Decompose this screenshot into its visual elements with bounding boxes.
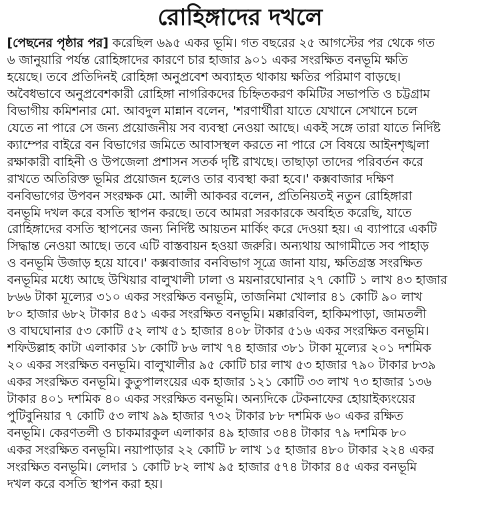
article-line xyxy=(7,35,473,52)
article-line: ও বনভূমি উজাড় হয়ে যাবে।' কক্সবাজার বনবিভাগ সূত্রে জানা যায়, ক্ষতিগ্রস্ত সংরক্ষিত xyxy=(7,256,423,271)
article-line: টাকার ৪০১ দশমিক ৪০ একর সংরক্ষিত বনভূমি। অন্যদিকে টেকনাফের হোয়াইক্যংয়ের xyxy=(7,392,416,407)
article-line: রক্ষাকারী বাহিনী ও উপজেলা প্রশাসন সতর্ক দৃষ্টি রাখছে। তাছাড়া তাদের পরিবর্তন করে xyxy=(7,154,424,169)
article-line: ৮৬৬ টাকা মূল্যের ৩১০ একর সংরক্ষিত বনভূমি, তাজনিমা খোলার ৪১ কোটি ৯০ লাখ xyxy=(7,290,423,305)
article-line: রোহিঙ্গাদের বসতি স্থাপনের জন্য নির্দিষ্ট আয়তন মার্কিং করে দেওয়া হয়। এ ব্যাপারে একটি xyxy=(7,222,437,237)
article-body xyxy=(7,35,473,493)
article-line: শফিউল্লাহ কাটা এলাকার ১৮ কোটি ৮৬ লাখ ৭৪ হাজার ৩৮১ টাকা মূল্যের ২০১ দশমিক xyxy=(7,341,432,356)
article-line: ৬ জানুয়ারি পর্যন্ত রোহিঙ্গাদের কারণে চার হাজার ৯০১ একর সংরক্ষিত বনভূমি ক্ষতি xyxy=(7,52,408,67)
article-line: সিদ্ধান্ত নেওয়া আছে। তবে এটি বাস্তবায়ন হওয়া জরুরি। অন্যথায় আগামীতে সব পাহাড় xyxy=(7,239,429,254)
article-line: হয়েছে। তবে প্রতিদিনই রোহিঙ্গা অনুপ্রবেশ অব্যাহত থাকায় ক্ষতির পরিমাণ বাড়ছে। xyxy=(7,69,401,84)
article-line: বনভূমির মধ্যে আছে উখিয়ার বালুখালী ঢালা ও ময়নারঘোনার ২৭ কোটি ১ লাখ ৪৩ হাজার xyxy=(7,273,448,288)
article-line: ৮০ হাজার ৬৮২ টাকার ৪৫১ একর সংরক্ষিত বনভূমি। মক্কারবিল, হাকিমপাড়া, জামতলী xyxy=(7,307,427,322)
article-line-text: করেছিল ৬৯৫ একর ভূমি। গত বছরের ২৫ আগস্টের পর থেকে গত xyxy=(108,36,435,50)
headline: রোহিঙ্গাদের দখলে xyxy=(157,5,323,31)
article-line: দখল করে বসতি স্থাপন করা হয়। xyxy=(7,476,163,491)
continuation-marker: [পেছনের পৃষ্ঠার পর] xyxy=(7,36,109,50)
article-line: সংরক্ষিত বনভূমি। লেদার ১ কোটি ৮২ লাখ ৯৫ হাজার ৫৭৪ টাকার ৪৫ একর বনভূমি xyxy=(7,459,417,474)
article-line: বনভূমি দখল করে বসতি স্থাপন করছে। তবে আমরা সরকারকে অবহিত করেছি, যাতে xyxy=(7,205,412,220)
article-line: ও বাঘঘোনার ৫৩ কোটি ৫২ লাখ ৫১ হাজার ৪০৮ টাকার ৫১৬ একর সংরক্ষিত বনভূমি। xyxy=(7,324,429,339)
article-line: রাখতে অতিরিক্ত ভূমির প্রয়োজন হলেও তার ব্যবস্থা করা হবে।' কক্সবাজার দক্ষিণ xyxy=(7,171,394,186)
article-line: বনভূমি। কেরণতলী ও চাকমারকুল এলাকার ৪৯ হাজার ৩৪৪ টাকার ৭৯ দশমিক ৮০ xyxy=(7,425,407,440)
article-line: যেতে না পারে সে জন্য প্রয়োজনীয় সব ব্যবস্থা নেওয়া আছে। একই সঙ্গে তারা যাতে নির্দিষ্ট xyxy=(7,120,441,135)
article-line: একর সংরক্ষিত বনভূমি। কুতুপালংয়ের এক হাজার ১২১ কোটি ৩৩ লাখ ৭৩ হাজার ১৩৬ xyxy=(7,375,432,390)
article-line: বনবিভাগের উপবন সংরক্ষক মো. আলী আকবর বলেন, প্রতিনিয়তই নতুন রোহিঙ্গারা xyxy=(7,188,413,203)
article-line: ২০ একর সংরক্ষিত বনভূমি। বালুখালীর ৯৫ কোটি চার লাখ ৫৩ হাজার ৭৯০ টাকার ৮৩৯ xyxy=(7,358,436,373)
article-line: বিভাগীয় কমিশনার মো. আবদুল মান্নান বলেন, 'শরণার্থীরা যাতে যেখানে সেখানে চলে xyxy=(7,103,418,118)
article-line: একর সংরক্ষিত বনভূমি। নয়াপাড়ার ২২ কোটি ৮ লাখ ১৫ হাজার ৪৮০ টাকার ২২৪ একর xyxy=(7,442,434,457)
article-lines xyxy=(7,52,473,493)
article-line: ক্যাম্পের বাইরে বন বিভাগের জমিতে আবাসস্থল করতে না পারে সে বিষয়ে আইনশৃঙ্খলা xyxy=(7,137,430,152)
article-line: পুটিবুনিয়ার ৭ কোটি ৫৩ লাখ ৯৯ হাজার ৭৩২ টাকার ৮৮ দশমিক ৬০ একর রক্ষিত xyxy=(7,408,404,423)
article-line: অবৈধভাবে অনুপ্রবেশকারী রোহিঙ্গা নাগরিকদের চিহ্নিতকরণ কমিটির সভাপতি ও চট্টগ্রাম xyxy=(7,86,430,101)
